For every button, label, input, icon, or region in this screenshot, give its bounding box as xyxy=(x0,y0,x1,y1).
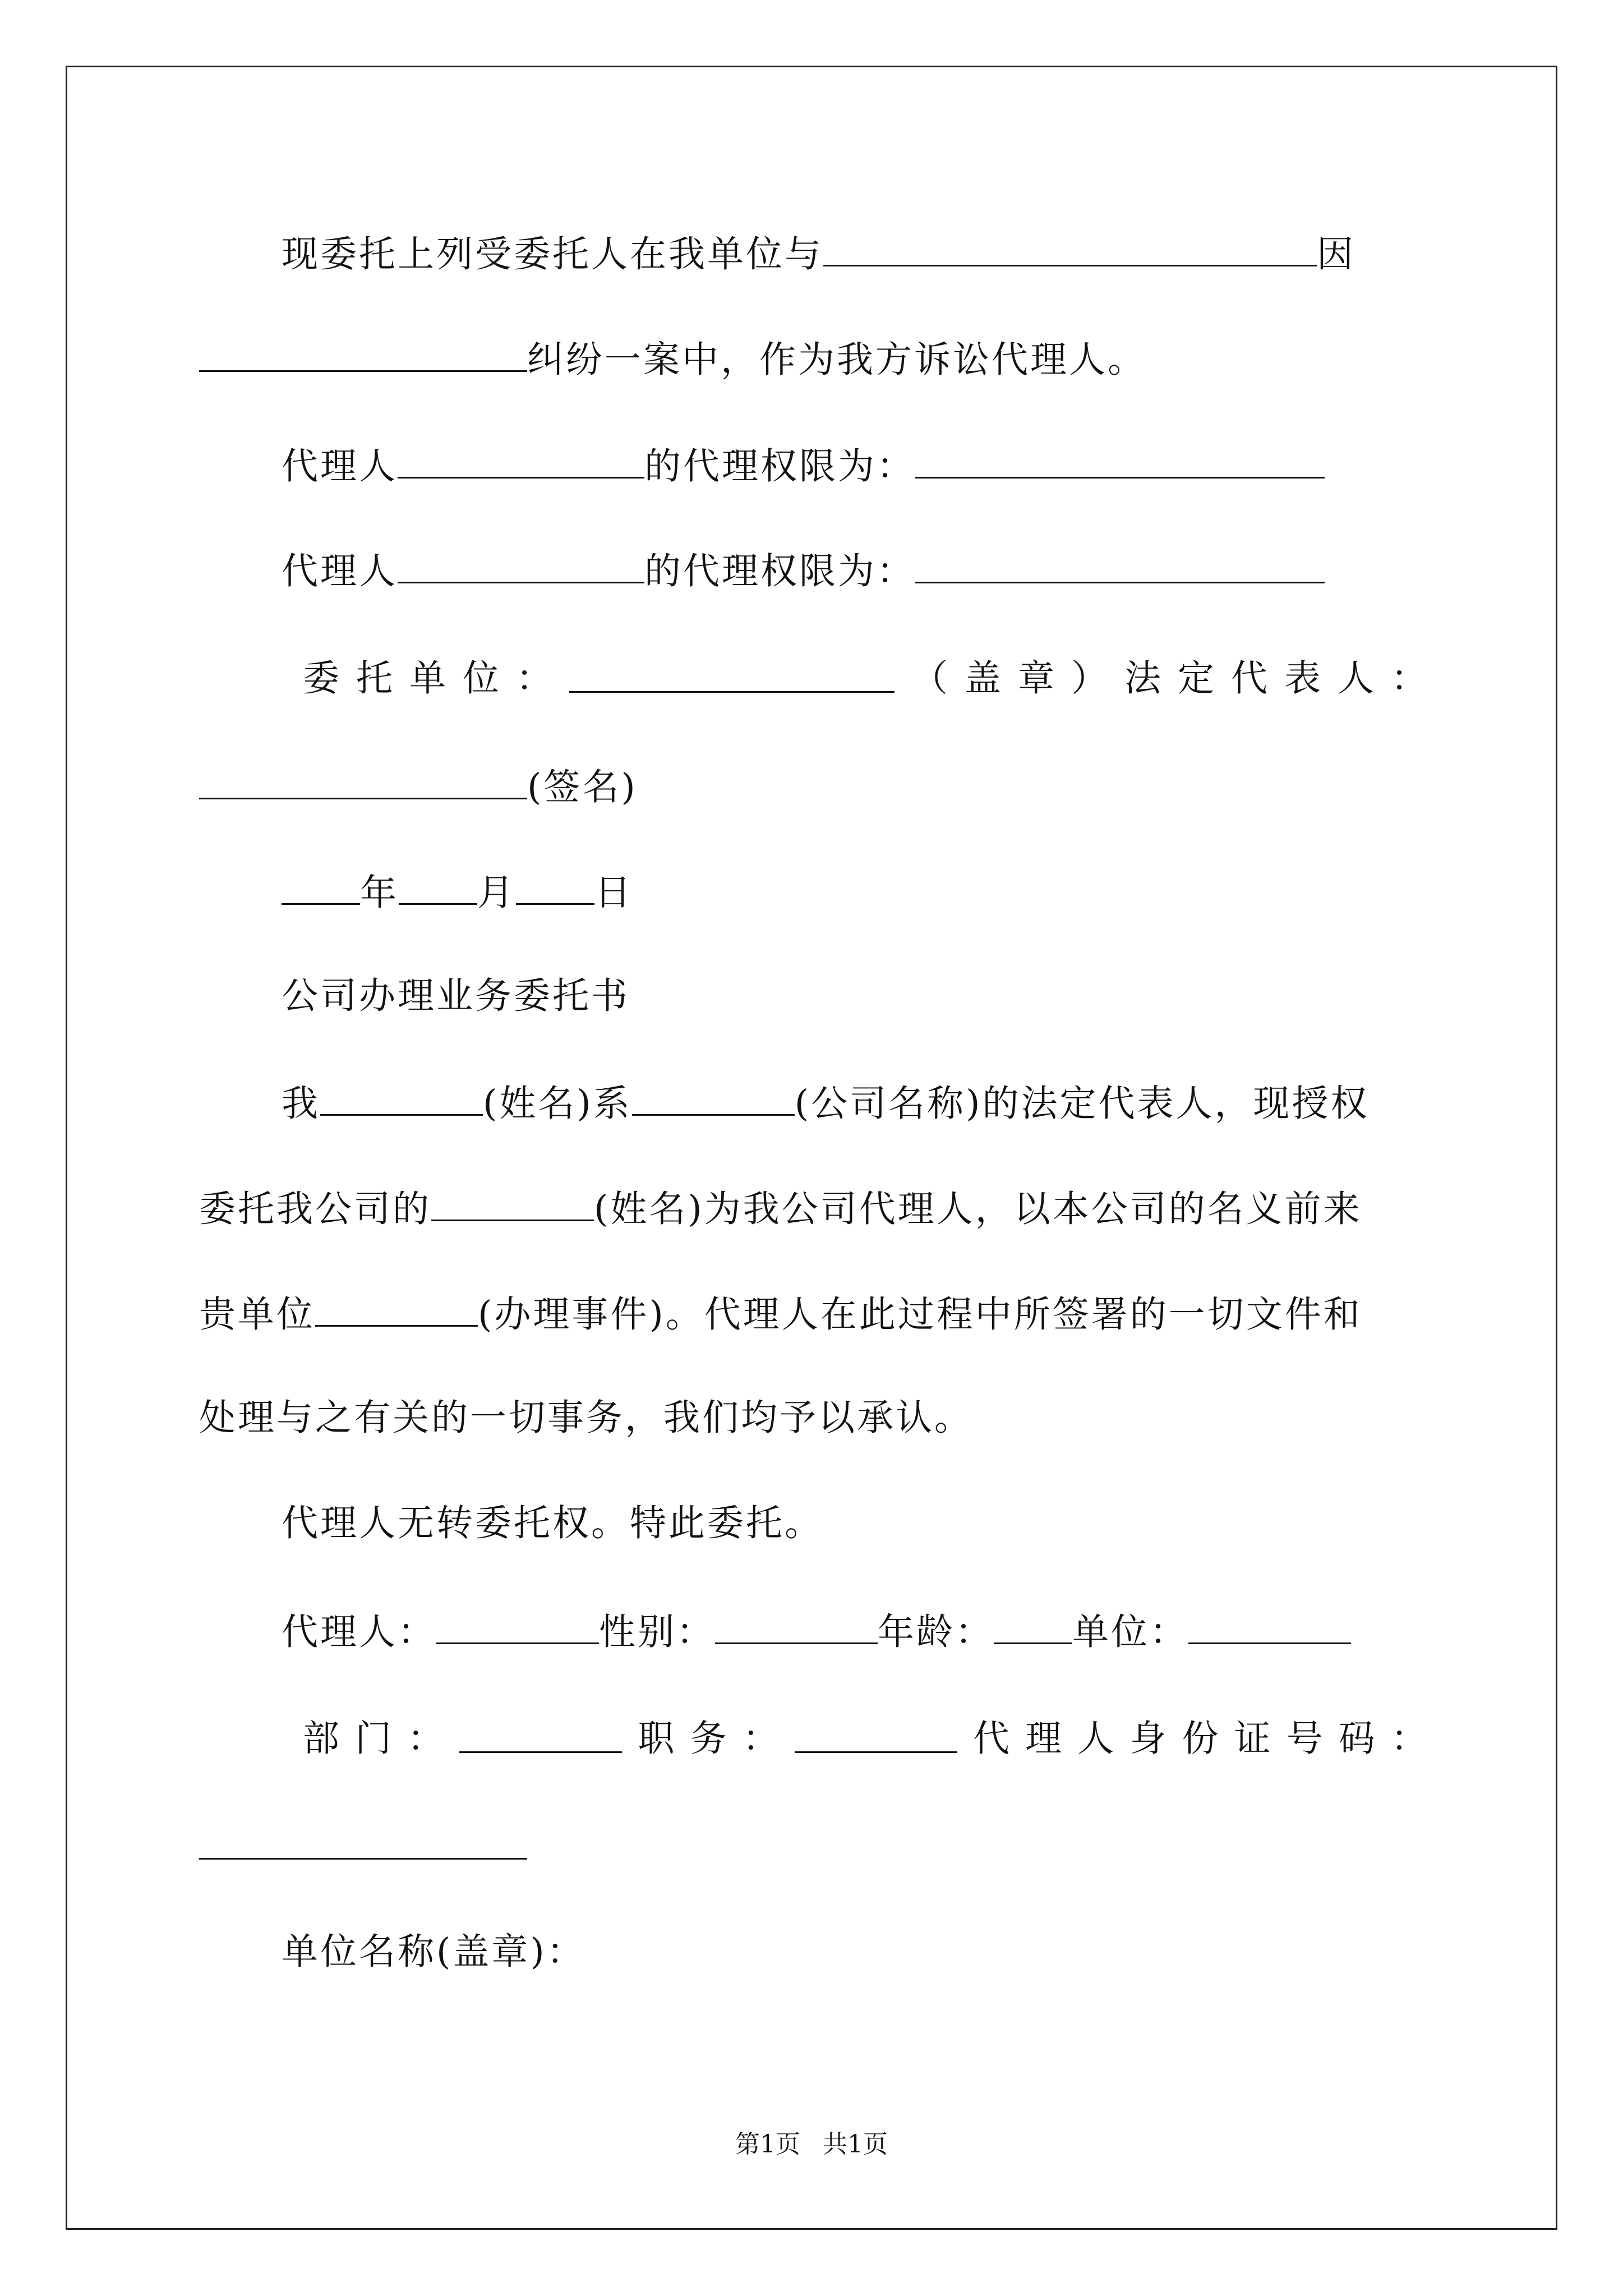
blank-age[interactable] xyxy=(994,1608,1072,1644)
blank-unit[interactable] xyxy=(1188,1608,1351,1644)
char: 章 xyxy=(1017,657,1054,700)
id-number-line xyxy=(199,1823,527,1870)
text: (公司名称)的法定代表人，现授权 xyxy=(794,1083,1370,1125)
blank-matter[interactable] xyxy=(315,1290,478,1327)
page-border xyxy=(66,66,1557,2230)
text: 代理人无转委托权。特此委托。 xyxy=(282,1502,824,1544)
blank-position[interactable] xyxy=(795,1717,957,1753)
blank-agent-2-name[interactable] xyxy=(398,547,644,583)
agent1-line xyxy=(282,442,1325,489)
char: 代 xyxy=(972,1718,1009,1760)
label-agent-1: 代理人 xyxy=(282,445,398,487)
char: 务 xyxy=(690,1718,727,1760)
char: 证 xyxy=(1234,1718,1271,1760)
char: 表 xyxy=(1284,657,1321,700)
blank-dispute[interactable] xyxy=(199,335,527,372)
char: 号 xyxy=(1286,1718,1323,1760)
char: 盖 xyxy=(964,657,1001,700)
body-line-2 xyxy=(199,1185,1362,1232)
dept-position-id-line xyxy=(303,1717,1427,1761)
label-gender: 性别： xyxy=(599,1611,716,1653)
blank-agent-1-authority[interactable] xyxy=(915,442,1325,478)
page-footer xyxy=(0,2129,1623,2160)
body-line-5 xyxy=(282,1501,823,1546)
blank-gender[interactable] xyxy=(715,1608,878,1644)
char: 份 xyxy=(1182,1718,1219,1760)
char: 人 xyxy=(1077,1718,1114,1760)
body-line-4 xyxy=(199,1396,973,1441)
title-business-authorization: 公司办理业务委托书 xyxy=(282,975,630,1017)
char: 理 xyxy=(1025,1718,1062,1760)
label-agent-2-authority: 的代理权限为： xyxy=(644,550,916,592)
date-line xyxy=(282,868,633,915)
char: ： xyxy=(1390,657,1427,700)
char: 职 xyxy=(638,1718,675,1760)
blank-counterparty[interactable] xyxy=(823,230,1317,266)
char: 位 xyxy=(463,657,500,700)
body-line-1 xyxy=(282,1079,1369,1126)
label-unit: 单位： xyxy=(1072,1611,1189,1653)
text: 委托我公司的 xyxy=(199,1188,432,1230)
label-agent: 代理人： xyxy=(282,1611,437,1653)
char: 定 xyxy=(1177,657,1214,700)
unit-seal-line xyxy=(282,1930,585,1975)
char: 码 xyxy=(1338,1718,1375,1760)
label-age: 年龄： xyxy=(878,1611,994,1653)
page-number: 第1页 xyxy=(735,2130,800,2159)
char: 门 xyxy=(355,1718,392,1760)
blank-department[interactable] xyxy=(459,1717,622,1753)
char: 托 xyxy=(356,657,393,700)
label-unit-seal: 单位名称(盖章)： xyxy=(282,1931,585,1973)
text: (姓名)系 xyxy=(483,1083,632,1125)
char: ） xyxy=(1071,657,1108,700)
label-agent-2: 代理人 xyxy=(282,550,398,592)
label-signature: (签名) xyxy=(527,766,638,808)
body-line-3 xyxy=(199,1290,1362,1337)
agent2-line xyxy=(282,547,1325,594)
text-dispute-case: 纠纷一案中，作为我方诉讼代理人。 xyxy=(527,339,1147,381)
signature-line xyxy=(199,763,638,810)
char: ： xyxy=(516,657,553,700)
blank-agent-2-authority[interactable] xyxy=(915,547,1325,583)
text: (姓名)为我公司代理人，以本公司的名义前来 xyxy=(594,1188,1362,1230)
char: ： xyxy=(1390,1718,1427,1760)
text: 处理与之有关的一切事务，我们均予以承认。 xyxy=(199,1397,974,1439)
char: 部 xyxy=(303,1718,340,1760)
paragraph-line-2 xyxy=(199,335,1146,383)
blank-id-number[interactable] xyxy=(199,1823,527,1860)
text: (办理事件)。代理人在此过程中所签署的一切文件和 xyxy=(478,1294,1362,1336)
char: ： xyxy=(742,1718,779,1760)
blank-agent[interactable] xyxy=(436,1608,599,1644)
blank-legal-rep-name[interactable] xyxy=(320,1079,483,1116)
paragraph-line-1 xyxy=(282,230,1355,277)
blank-agent-1-name[interactable] xyxy=(398,442,644,478)
char: 单 xyxy=(409,657,446,700)
char: 委 xyxy=(303,657,340,700)
char: ： xyxy=(407,1718,444,1760)
blank-company-name[interactable] xyxy=(632,1079,795,1116)
blank-legal-rep-signature[interactable] xyxy=(199,763,527,799)
char: 人 xyxy=(1337,657,1374,700)
page-total: 共1页 xyxy=(823,2130,888,2159)
text: 贵单位 xyxy=(199,1294,316,1336)
blank-month[interactable] xyxy=(399,868,477,905)
text-entrust: 现委托上列受委托人在我单位与 xyxy=(282,233,824,275)
text-cause: 因 xyxy=(1317,233,1356,275)
section-title xyxy=(282,974,630,1019)
label-month: 月 xyxy=(477,872,517,914)
label-agent-1-authority: 的代理权限为： xyxy=(644,445,916,487)
agent-info-line xyxy=(282,1608,1351,1655)
blank-client-unit[interactable] xyxy=(569,656,895,693)
text: 我 xyxy=(282,1083,321,1125)
label-year: 年 xyxy=(360,872,399,914)
label-day: 日 xyxy=(594,872,634,914)
blank-day[interactable] xyxy=(516,868,594,905)
blank-agent-name[interactable] xyxy=(431,1185,594,1221)
char: 代 xyxy=(1230,657,1267,700)
blank-year[interactable] xyxy=(282,868,360,905)
char: （ xyxy=(911,657,948,700)
client-unit-line xyxy=(303,656,1427,701)
char: 身 xyxy=(1129,1718,1166,1760)
char: 法 xyxy=(1124,657,1161,700)
